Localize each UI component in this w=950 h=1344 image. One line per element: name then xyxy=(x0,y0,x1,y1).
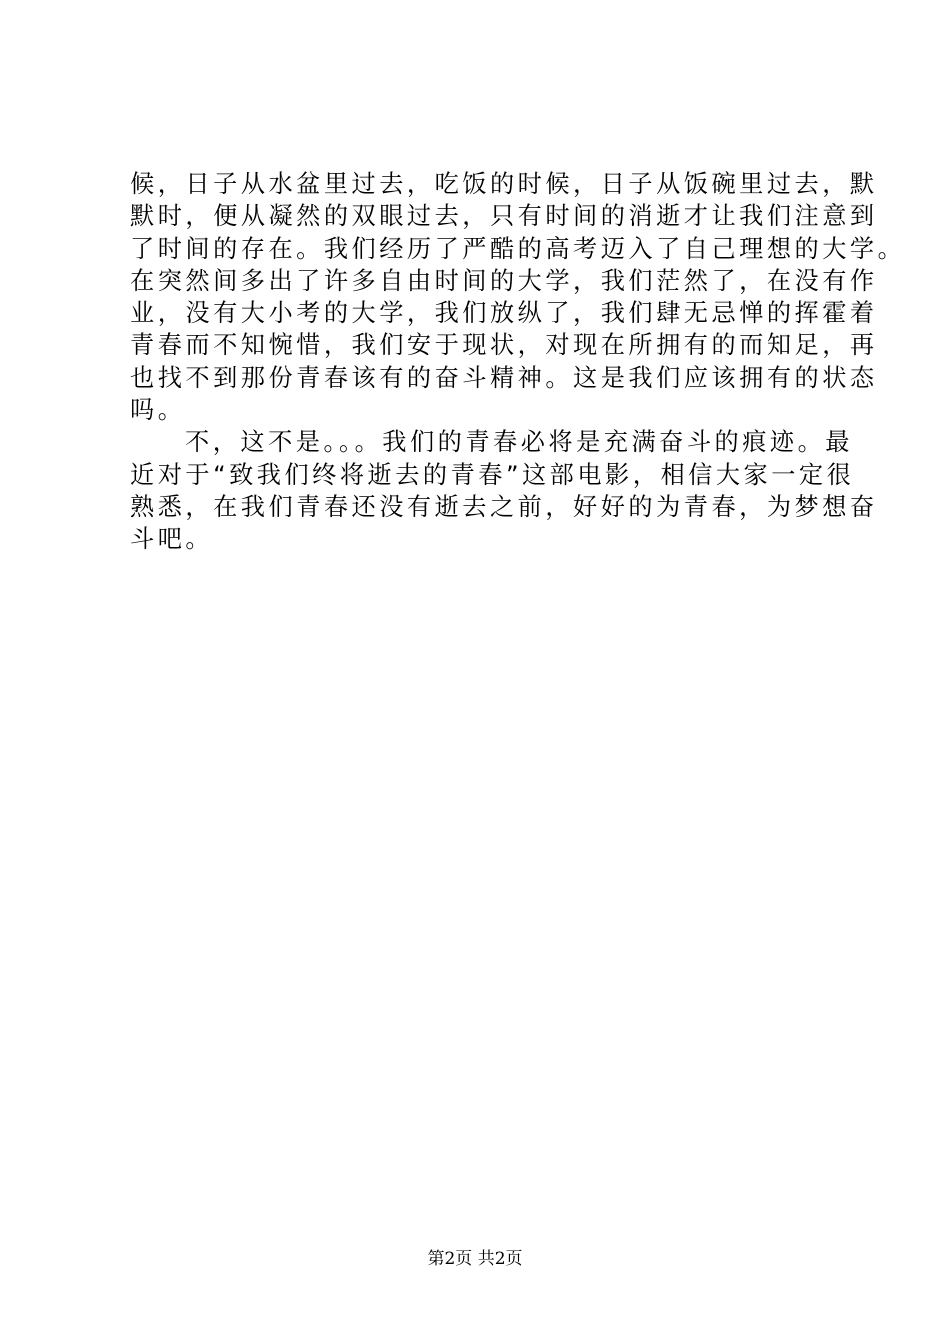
paragraph-2-line-3: 熟悉，在我们青春还没有逝去之前，好好的为青春，为梦想奋 xyxy=(130,492,878,521)
paragraph-1-line-3: 了时间的存在。我们经历了严酷的高考迈入了自己理想的大学。 xyxy=(130,234,906,263)
paragraph-1-line-6: 青春而不知惋惜，我们安于现状，对现在所拥有的而知足，再 xyxy=(130,331,878,360)
paragraph-1-line-4: 在突然间多出了许多自由时间的大学，我们茫然了，在没有作 xyxy=(130,266,878,295)
paragraph-1-line-5: 业，没有大小考的大学，我们放纵了，我们肆无忌惮的挥霍着 xyxy=(130,299,878,328)
paragraph-1-line-2: 默时，便从凝然的双眼过去，只有时间的消逝才让我们注意到 xyxy=(130,202,878,231)
paragraph-1-line-1: 候，日子从水盆里过去，吃饭的时候，日子从饭碗里过去，默 xyxy=(130,170,878,198)
paragraph-1-line-7: 也找不到那份青春该有的奋斗精神。这是我们应该拥有的状态 xyxy=(130,363,878,392)
paragraph-2-line-1-text: 不，这不是。。。我们的青春必将是充满奋斗的痕迹。最 xyxy=(185,428,853,457)
paragraph-2-line-1 xyxy=(130,426,853,458)
paragraph-2-line-4: 斗吧。 xyxy=(130,525,214,554)
page-footer: 第2页 共2页 xyxy=(427,1249,523,1269)
paragraph-1-line-8: 吗。 xyxy=(130,396,186,425)
body-text xyxy=(130,168,906,556)
paragraph-2-line-2: 近对于“致我们终将逝去的青春”这部电影，相信大家一定很 xyxy=(130,460,855,489)
